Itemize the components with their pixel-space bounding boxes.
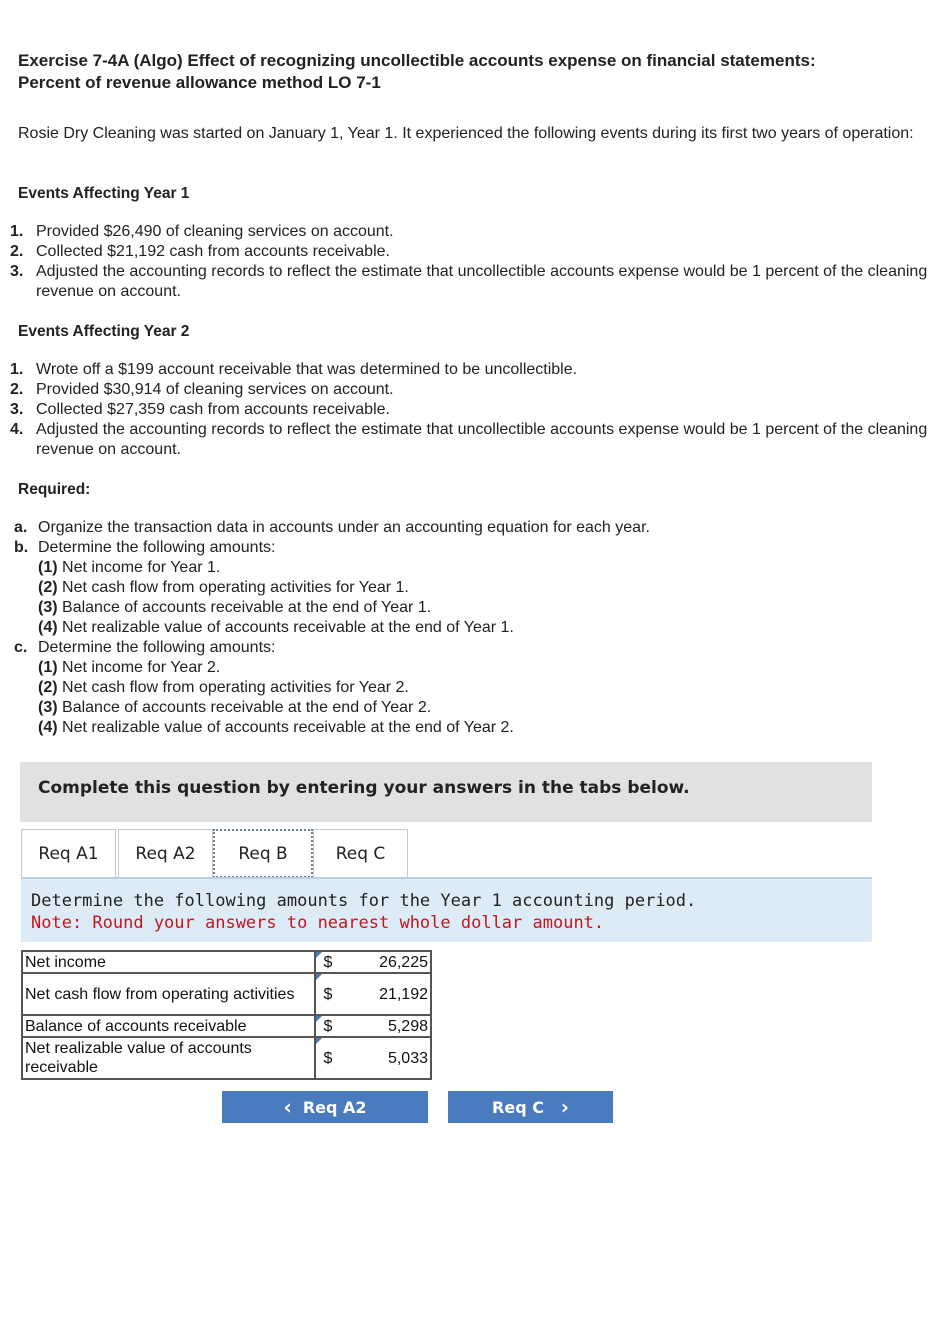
answer-label: Net income <box>22 951 315 973</box>
list-item: (4) Net realizable value of accounts receivable at the end of Year 1. <box>38 619 514 636</box>
banner-text: Complete this question by entering your answers in the tabs below. <box>38 778 690 798</box>
instruction-banner <box>20 762 872 822</box>
currency-symbol: $ <box>315 951 340 973</box>
list-item: 3. Adjusted the accounting records to reflect the estimate that uncollectible accounts expense would be 1 percent of the cleaning revenue on account. <box>10 263 928 300</box>
list-item: 2. Provided $30,914 of cleaning services on account. <box>10 381 394 398</box>
title-line-2: Percent of revenue allowance method LO 7-1 <box>18 73 381 92</box>
year1-heading: Events Affecting Year 1 <box>18 185 190 202</box>
list-item: 4. Adjusted the accounting records to reflect the estimate that uncollectible accounts expense would be 1 percent of the cleaning revenue on account. <box>10 421 928 458</box>
table-row <box>22 1037 431 1079</box>
list-item: (2) Net cash flow from operating activities for Year 1. <box>38 579 409 596</box>
chevron-left-icon: ‹ <box>283 1095 292 1119</box>
list-item: 3. Collected $27,359 cash from accounts receivable. <box>10 401 390 418</box>
required-item-a: a. Organize the transaction data in accounts under an accounting equation for each year. <box>14 519 650 536</box>
list-item: (3) Balance of accounts receivable at the end of Year 1. <box>38 599 432 616</box>
answer-label: Balance of accounts receivable <box>22 1015 315 1037</box>
required-item-b: b. Determine the following amounts: <box>14 539 276 556</box>
next-req-label: Req C <box>492 1097 544 1117</box>
currency-symbol: $ <box>315 973 340 1015</box>
instruction-text: Determine the following amounts for the Year 1 accounting period. <box>31 891 697 911</box>
intro-text: Rosie Dry Cleaning was started on January 1, Year 1. It experienced the following events during its first two years of operation: <box>18 125 914 142</box>
answer-label: Net realizable value of accounts receivable <box>22 1037 315 1079</box>
tab-req-a1[interactable]: Req A1 <box>21 829 116 878</box>
chevron-right-icon: › <box>560 1095 569 1119</box>
list-item: (1) Net income for Year 1. <box>38 559 221 576</box>
year1-event-list <box>10 222 940 302</box>
year2-heading: Events Affecting Year 2 <box>18 323 190 340</box>
next-req-button[interactable] <box>448 1091 613 1123</box>
required-item-c: c. Determine the following amounts: <box>14 639 276 656</box>
list-item: 2. Collected $21,192 cash from accounts receivable. <box>10 243 390 260</box>
list-item: (3) Balance of accounts receivable at the end of Year 2. <box>38 699 432 716</box>
exercise-title <box>18 50 928 94</box>
accounts-receivable-input[interactable]: 5,298 <box>340 1015 431 1037</box>
table-row <box>22 1015 431 1037</box>
tab-instructions <box>21 879 872 942</box>
net-income-input[interactable]: 26,225 <box>340 951 431 973</box>
table-row <box>22 951 431 973</box>
prev-req-label: Req A2 <box>302 1097 367 1117</box>
tab-req-c[interactable]: Req C <box>313 829 408 878</box>
table-row <box>22 973 431 1015</box>
input-marker-icon <box>316 1016 322 1022</box>
list-item: 1. Provided $26,490 of cleaning services on account. <box>10 223 394 240</box>
list-item: 1. Wrote off a $199 account receivable that was determined to be uncollectible. <box>10 361 578 378</box>
required-heading: Required: <box>18 481 91 498</box>
list-item: (2) Net cash flow from operating activities for Year 2. <box>38 679 409 696</box>
tab-req-b[interactable]: Req B <box>213 829 313 878</box>
rounding-note: Note: Round your answers to nearest whole dollar amount. <box>31 913 605 933</box>
title-line-1: Exercise 7-4A (Algo) Effect of recognizing uncollectible accounts expense on financial statements: <box>18 51 816 70</box>
currency-symbol: $ <box>315 1037 340 1079</box>
input-marker-icon <box>316 1038 322 1044</box>
list-item: (1) Net income for Year 2. <box>38 659 221 676</box>
currency-symbol: $ <box>315 1015 340 1037</box>
tab-req-a2[interactable]: Req A2 <box>118 829 213 878</box>
net-realizable-value-input[interactable]: 5,033 <box>340 1037 431 1079</box>
list-item: (4) Net realizable value of accounts receivable at the end of Year 2. <box>38 719 514 736</box>
answer-table <box>21 950 432 1080</box>
net-cash-flow-input[interactable]: 21,192 <box>340 973 431 1015</box>
answer-label: Net cash flow from operating activities <box>22 973 315 1015</box>
input-marker-icon <box>316 974 322 980</box>
year2-event-list <box>10 360 940 460</box>
prev-req-button[interactable] <box>222 1091 428 1123</box>
required-list <box>14 518 914 738</box>
input-marker-icon <box>316 952 322 958</box>
